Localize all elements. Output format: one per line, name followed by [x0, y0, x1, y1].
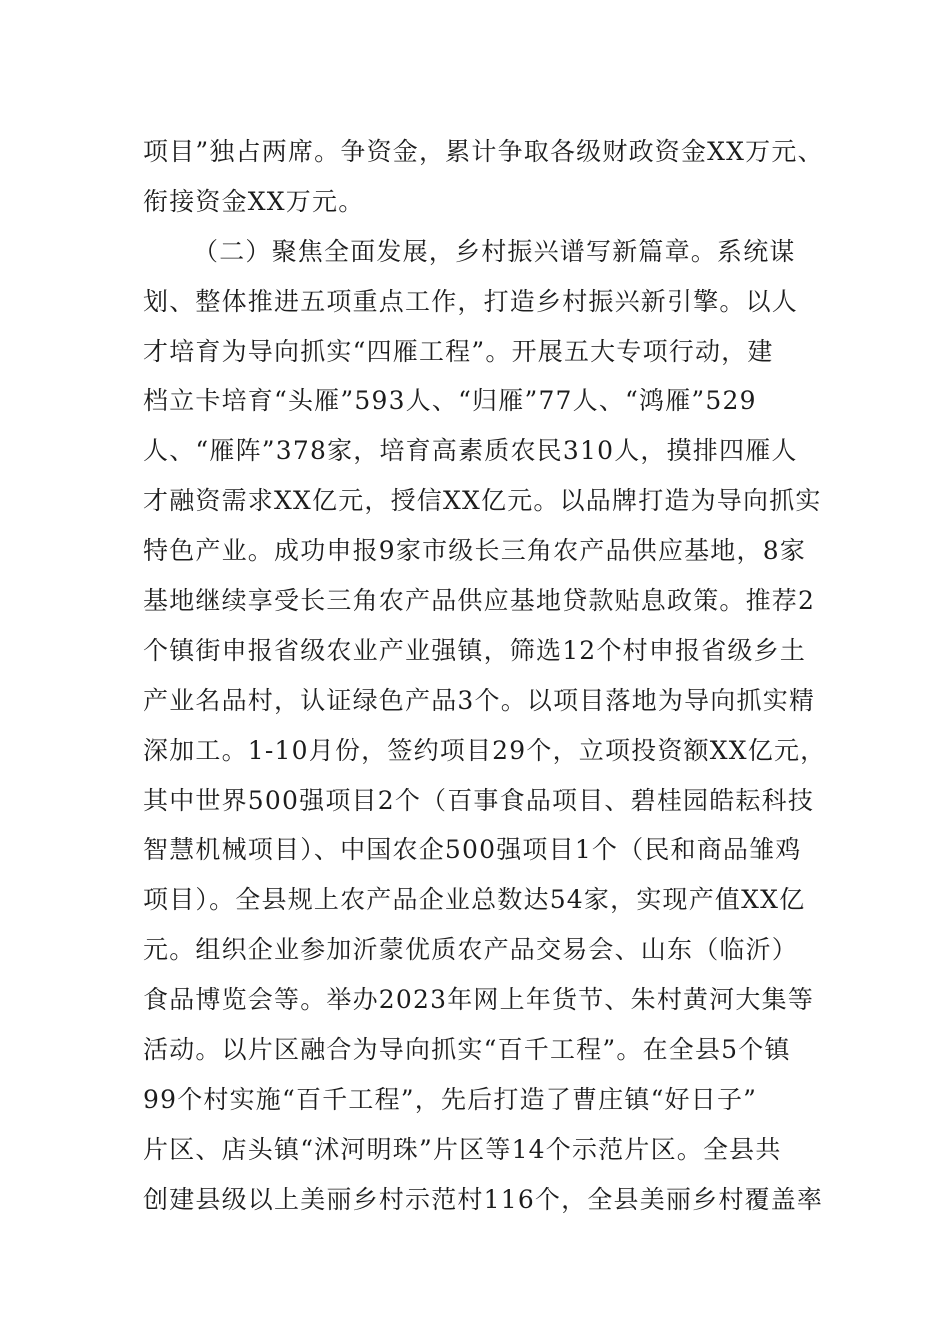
text-line: 其中世界500强项目2个（百事食品项目、碧桂园皓耘科技 [143, 785, 815, 815]
body-text [143, 127, 827, 1225]
text-line: 元。组织企业参加沂蒙优质农产品交易会、山东（临沂） [143, 935, 799, 965]
text-line: 99个村实施“百千工程”，先后打造了曹庄镇“好日子” [143, 1084, 758, 1114]
text-line: 智慧机械项目）、中国农企500强项目1个（民和商品雏鸡 [143, 835, 802, 865]
text-line: 衔接资金XX万元。 [143, 186, 365, 216]
text-line: 人、“雁阵”378家，培育高素质农民310人，摸排四雁人 [143, 436, 798, 466]
text-line: 划、整体推进五项重点工作，打造乡村振兴新引擎。以人 [143, 286, 799, 316]
text-line: 基地继续享受长三角农产品供应基地贷款贴息政策。推荐2 [143, 586, 816, 616]
text-line: 产业名品村，认证绿色产品3个。以项目落地为导向抓实精 [143, 685, 816, 715]
text-line: 项目）。全县规上农产品企业总数达54家，实现产值XX亿 [143, 885, 806, 915]
text-line: 特色产业。成功申报9家市级长三角农产品供应基地，8家 [143, 536, 807, 566]
text-line: 创建县级以上美丽乡村示范村116个，全县美丽乡村覆盖率 [143, 1184, 824, 1214]
section-heading-line: （二）聚焦全面发展，乡村振兴谱写新篇章。系统谋 [193, 236, 796, 266]
text-line: 档立卡培育“头雁”593人、“归雁”77人、“鸿雁”529 [143, 386, 757, 416]
text-line: 才培育为导向抓实“四雁工程”。开展五大专项行动，建 [143, 336, 774, 366]
text-line: 深加工。1-10月份，签约项目29个，立项投资额XX亿元， [143, 735, 827, 765]
text-line: 项目”独占两席。争资金，累计争取各级财政资金XX万元、 [143, 137, 824, 166]
text-line: 食品博览会等。举办2023年网上年货节、朱村黄河大集等 [143, 985, 815, 1015]
text-line: 活动。以片区融合为导向抓实“百千工程”。在全县5个镇 [143, 1035, 791, 1065]
text-line: 片区、店头镇“沭河明珠”片区等14个示范片区。全县共 [143, 1134, 782, 1164]
text-line: 个镇街申报省级农业产业强镇，筛选12个村申报省级乡土 [143, 635, 807, 665]
text-line: 才融资需求XX亿元，授信XX亿元。以品牌打造为导向抓实 [143, 486, 822, 516]
